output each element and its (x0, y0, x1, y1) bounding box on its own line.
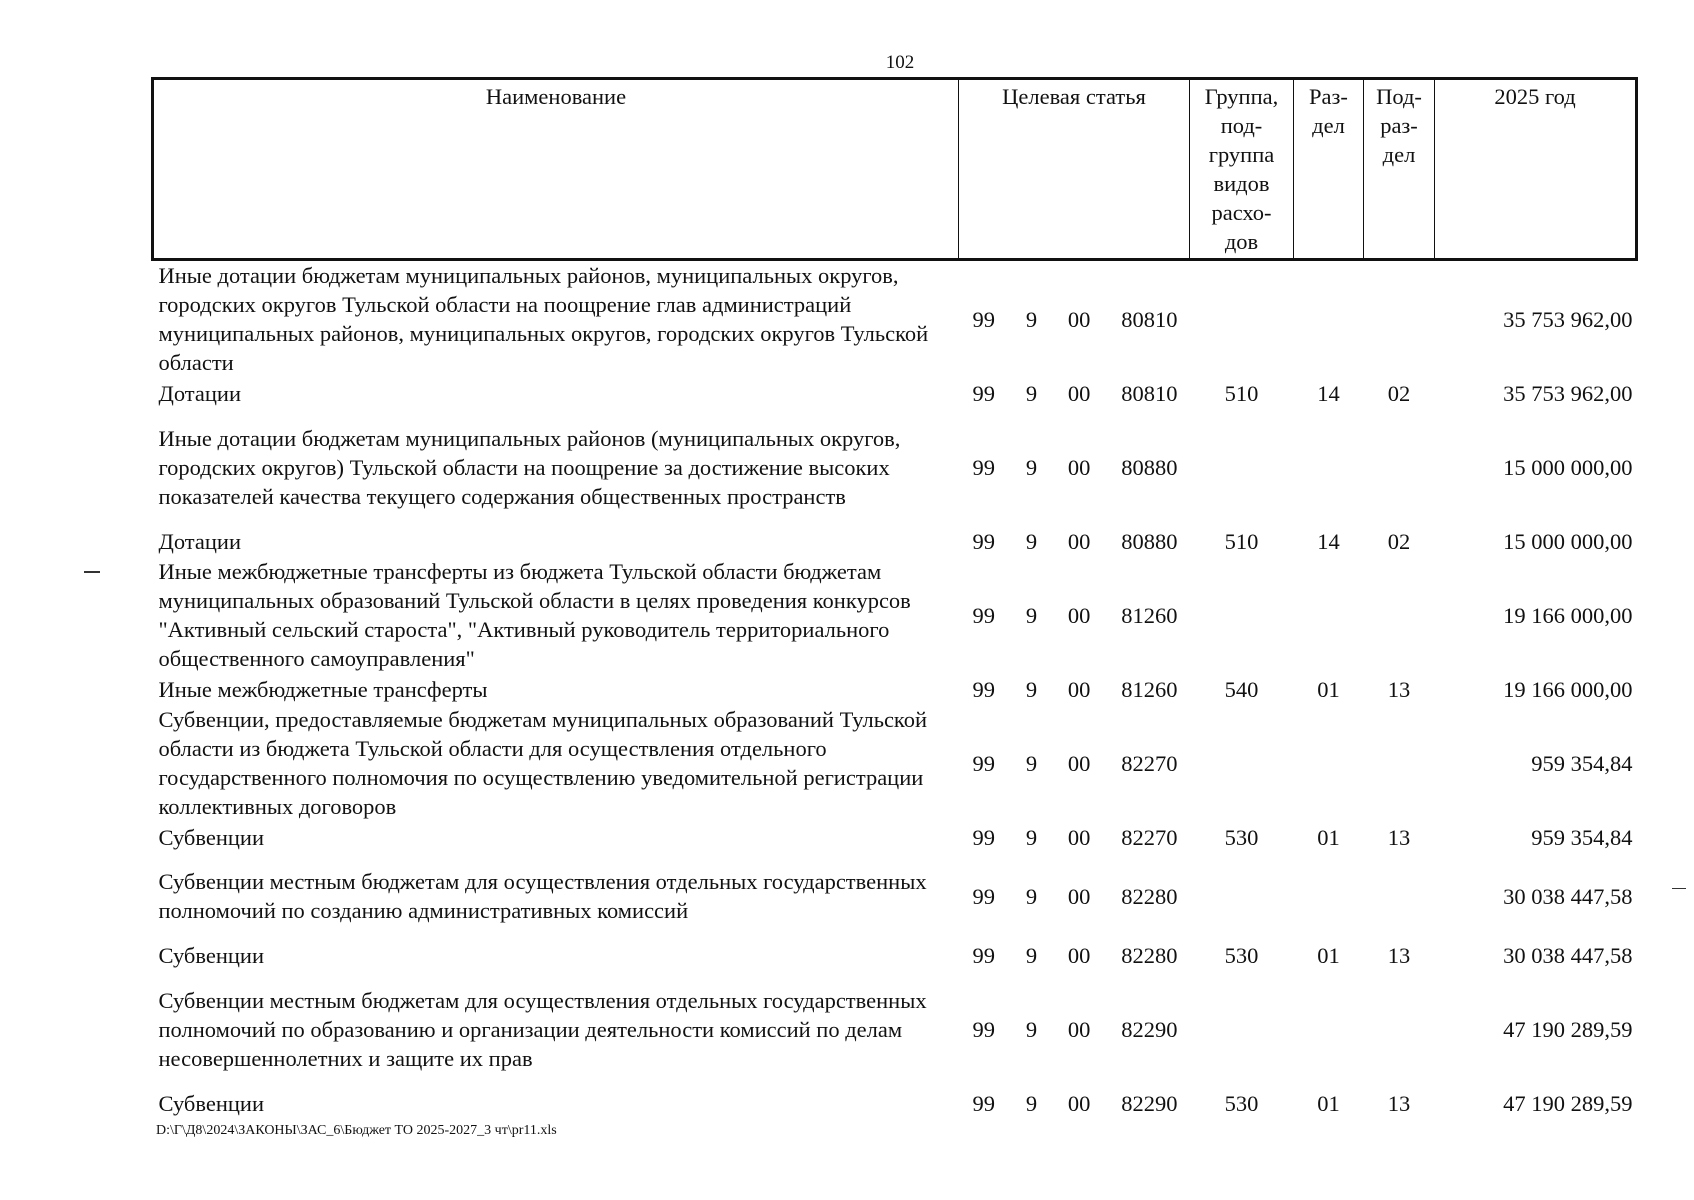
header-section (1294, 79, 1364, 260)
target-code-program: 99 (972, 1090, 995, 1116)
target-code-program: 99 (972, 676, 995, 702)
target-code-event: 00 (1067, 942, 1091, 968)
row-amount: 15 000 000,00 (1503, 528, 1633, 554)
target-code-subprogram: 9 (1025, 676, 1038, 702)
row-target-article (959, 705, 1190, 821)
row-group: 510 (1224, 528, 1259, 554)
row-subsection (1364, 705, 1435, 821)
row-group: 530 (1224, 824, 1259, 850)
table-row (153, 971, 1637, 1087)
row-subsection (1364, 260, 1435, 378)
table-row (153, 853, 1637, 939)
row-section (1294, 557, 1364, 673)
row-subsection: 13 (1387, 1090, 1411, 1116)
target-code-direction: 80810 (1121, 380, 1178, 406)
target-code-program: 99 (972, 380, 995, 406)
row-section (1294, 971, 1364, 1087)
table-row (153, 705, 1637, 821)
row-amount: 959 354,84 (1531, 750, 1633, 776)
target-code-subprogram: 9 (1025, 454, 1038, 480)
row-name: Дотации (158, 380, 242, 406)
row-subsection: 02 (1387, 528, 1411, 554)
row-name: Иные дотации бюджетам муниципальных районов, муниципальных округов, городских округов Тульской области на поощрение глав администраций муниципальных районов, муниципальных округов, городских округов Тульской области (158, 263, 929, 375)
header-group-line: под- (1220, 113, 1263, 138)
row-target-article (959, 939, 1190, 971)
target-code-direction: 81260 (1121, 676, 1178, 702)
row-target-article (959, 409, 1190, 525)
header-subsection-line: Под- (1376, 84, 1422, 109)
header-section-line: дел (1312, 113, 1345, 138)
target-code-direction: 81260 (1121, 602, 1178, 628)
header-section-line: Раз- (1309, 84, 1348, 109)
target-code-subprogram: 9 (1025, 1090, 1038, 1116)
scan-margin-mark-left (84, 571, 100, 573)
row-name: Иные межбюджетные трансферты из бюджета Тульской области бюджетам муниципальных образований Тульской области в целях проведения конкурсов "Активный сельский староста", "Активный руководитель территориального общественного самоуправления" (158, 559, 911, 671)
row-name: Субвенции местным бюджетам для осуществления отдельных государственных полномочий по образованию и организации деятельности комиссий по делам несовершеннолетних и защите их прав (158, 987, 927, 1071)
table-header-row (153, 79, 1637, 260)
row-section (1294, 260, 1364, 378)
header-group-line: Группа, (1204, 84, 1279, 109)
row-target-article (959, 377, 1190, 409)
table-row (153, 525, 1637, 557)
table-row (153, 377, 1637, 409)
row-section: 01 (1317, 1090, 1340, 1116)
header-subsection-line: дел (1382, 142, 1416, 167)
target-code-event: 00 (1067, 380, 1091, 406)
header-target-article: Целевая статья (959, 79, 1190, 260)
row-group: 540 (1224, 676, 1259, 702)
target-code-program: 99 (972, 306, 995, 332)
row-target-article (959, 853, 1190, 939)
table-row (153, 673, 1637, 705)
row-group (1190, 853, 1294, 939)
row-section: 01 (1317, 942, 1340, 968)
target-code-direction: 80880 (1121, 454, 1178, 480)
row-section: 01 (1317, 824, 1340, 850)
row-name: Субвенции (158, 942, 264, 968)
target-code-subprogram: 9 (1025, 306, 1038, 332)
row-target-article (959, 821, 1190, 853)
table-row (153, 821, 1637, 853)
header-group (1190, 79, 1294, 260)
row-section: 14 (1317, 380, 1340, 406)
row-group (1190, 705, 1294, 821)
row-section (1294, 705, 1364, 821)
target-code-event: 00 (1067, 602, 1091, 628)
row-subsection (1364, 971, 1435, 1087)
target-code-direction: 82290 (1121, 1016, 1178, 1042)
target-code-event: 00 (1067, 528, 1091, 554)
row-group (1190, 971, 1294, 1087)
header-group-line: видов (1213, 171, 1270, 196)
row-subsection (1364, 409, 1435, 525)
header-group-line: расхо- (1211, 200, 1272, 225)
row-amount: 35 753 962,00 (1503, 306, 1633, 332)
target-code-subprogram: 9 (1025, 528, 1038, 554)
row-name: Иные межбюджетные трансферты (158, 676, 488, 702)
target-code-event: 00 (1067, 454, 1091, 480)
table-row (153, 557, 1637, 673)
target-code-program: 99 (972, 602, 995, 628)
header-group-line: группа (1208, 142, 1275, 167)
row-amount: 959 354,84 (1531, 824, 1633, 850)
row-section (1294, 853, 1364, 939)
target-code-direction: 82290 (1121, 1090, 1178, 1116)
header-subsection-line: раз- (1380, 113, 1418, 138)
target-code-subprogram: 9 (1025, 750, 1038, 776)
row-target-article (959, 971, 1190, 1087)
row-amount: 35 753 962,00 (1503, 380, 1633, 406)
row-name: Субвенции (158, 824, 264, 850)
target-code-subprogram: 9 (1025, 942, 1038, 968)
table-body (153, 260, 1637, 1120)
footer-file-path: D:\Г\Д8\2024\ЗАКОНЫ\ЗАС_6\Бюджет ТО 2025-2027_3 чт\pr11.xls (156, 1123, 557, 1138)
scan-margin-mark-right (1672, 888, 1686, 889)
row-name: Субвенции местным бюджетам для осуществления отдельных государственных полномочий по созданию административных комиссий (158, 869, 927, 923)
row-target-article (959, 557, 1190, 673)
target-code-program: 99 (972, 454, 995, 480)
target-code-event: 00 (1067, 1016, 1091, 1042)
table-row (153, 1087, 1637, 1119)
row-section: 01 (1317, 676, 1340, 702)
row-amount: 47 190 289,59 (1503, 1016, 1633, 1042)
target-code-program: 99 (972, 942, 995, 968)
target-code-program: 99 (972, 1016, 995, 1042)
row-target-article (959, 260, 1190, 378)
row-name: Субвенции, предоставляемые бюджетам муниципальных образований Тульской области из бюджета Тульской области для осуществления отдельного государственного полномочия по осуществлению уведомительной регистрации коллективных договоров (158, 707, 928, 819)
row-section (1294, 409, 1364, 525)
budget-table (151, 77, 1638, 1119)
target-code-event: 00 (1067, 883, 1091, 909)
row-target-article (959, 1087, 1190, 1119)
row-target-article (959, 673, 1190, 705)
row-amount: 47 190 289,59 (1503, 1090, 1633, 1116)
target-code-program: 99 (972, 883, 995, 909)
row-subsection: 13 (1387, 942, 1411, 968)
row-subsection: 13 (1387, 676, 1411, 702)
row-amount: 19 166 000,00 (1503, 676, 1633, 702)
target-code-event: 00 (1067, 750, 1091, 776)
row-amount: 15 000 000,00 (1503, 454, 1633, 480)
row-name: Субвенции (158, 1090, 264, 1116)
row-group: 530 (1224, 942, 1259, 968)
target-code-direction: 82270 (1121, 824, 1178, 850)
row-amount: 19 166 000,00 (1503, 602, 1633, 628)
row-subsection: 02 (1387, 380, 1411, 406)
header-group-line: дов (1224, 229, 1259, 254)
target-code-subprogram: 9 (1025, 380, 1038, 406)
header-subsection (1364, 79, 1435, 260)
row-group: 530 (1224, 1090, 1259, 1116)
table-row (153, 260, 1637, 378)
target-code-direction: 82280 (1121, 883, 1178, 909)
row-group (1190, 557, 1294, 673)
target-code-event: 00 (1067, 1090, 1091, 1116)
header-year: 2025 год (1435, 79, 1637, 260)
target-code-event: 00 (1067, 676, 1091, 702)
row-subsection (1364, 557, 1435, 673)
row-group: 510 (1224, 380, 1259, 406)
table-row (153, 939, 1637, 971)
target-code-direction: 80880 (1121, 528, 1178, 554)
row-target-article (959, 525, 1190, 557)
target-code-program: 99 (972, 824, 995, 850)
row-name: Иные дотации бюджетам муниципальных районов (муниципальных округов, городских округов) Тульской области на поощрение за достижение высоких показателей качества текущего содержания общественных пространств (158, 425, 901, 509)
row-amount: 30 038 447,58 (1503, 942, 1633, 968)
target-code-direction: 80810 (1121, 306, 1178, 332)
target-code-subprogram: 9 (1025, 824, 1038, 850)
target-code-program: 99 (972, 528, 995, 554)
target-code-subprogram: 9 (1025, 883, 1038, 909)
header-name: Наименование (153, 79, 959, 260)
row-amount: 30 038 447,58 (1503, 883, 1633, 909)
page-number: 102 (885, 52, 915, 73)
row-subsection: 13 (1387, 824, 1411, 850)
row-group (1190, 409, 1294, 525)
target-code-event: 00 (1067, 306, 1091, 332)
table-row (153, 409, 1637, 525)
target-code-direction: 82280 (1121, 942, 1178, 968)
target-code-subprogram: 9 (1025, 1016, 1038, 1042)
row-name: Дотации (158, 528, 242, 554)
target-code-program: 99 (972, 750, 995, 776)
row-section: 14 (1317, 528, 1340, 554)
target-code-subprogram: 9 (1025, 602, 1038, 628)
target-code-direction: 82270 (1121, 750, 1178, 776)
row-subsection (1364, 853, 1435, 939)
row-group (1190, 260, 1294, 378)
target-code-event: 00 (1067, 824, 1091, 850)
